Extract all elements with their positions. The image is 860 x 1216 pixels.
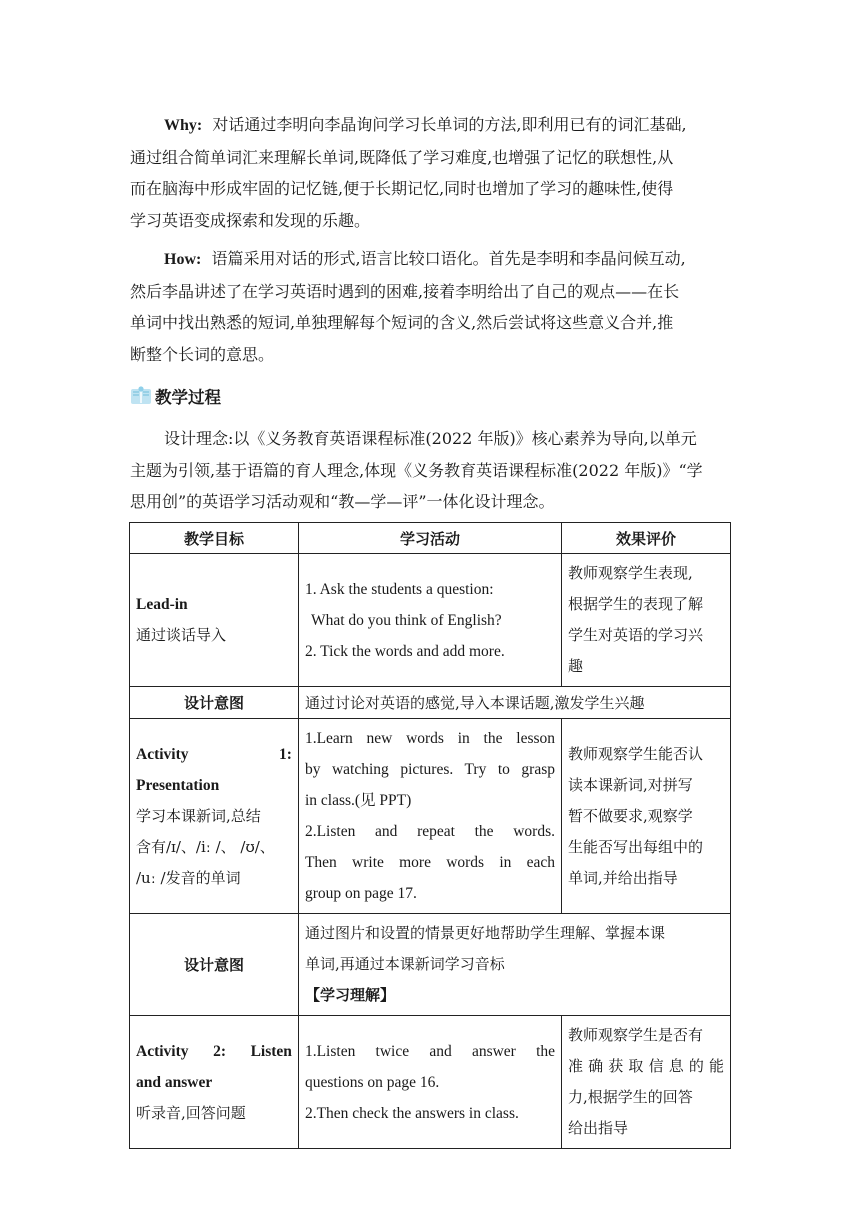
- goal-title-part: Activity: [136, 745, 189, 763]
- goal-title-part: 2:: [213, 1042, 227, 1060]
- goal-cell: [130, 1016, 299, 1149]
- why-line-4: 学习英语变成探索和发现的乐趣。: [130, 210, 371, 230]
- table-header-row: [130, 523, 731, 554]
- header-evaluation: 效果评价: [562, 523, 731, 554]
- activity-cell: [298, 554, 561, 687]
- why-label: Why:: [164, 117, 203, 134]
- goal-cell: [130, 554, 299, 687]
- why-paragraph: [130, 109, 730, 236]
- activity-line: by watching pictures. Try to grasp: [304, 761, 556, 778]
- evaluation-cell: [562, 1016, 731, 1149]
- evaluation-cell: [562, 554, 731, 687]
- evaluation-line: 读本课新词,对拼写: [568, 775, 693, 794]
- activity-line: 1. Ask the students a question:: [304, 580, 494, 598]
- activity-line: 2.Listen and repeat the words.: [304, 823, 556, 840]
- why-line-3: 而在脑海中形成牢固的记忆链,便于长期记忆,同时也增加了学习的趣味性,使得: [130, 179, 674, 198]
- activity-line: 1.Listen twice and answer the: [304, 1042, 556, 1060]
- how-line-4: 断整个长词的意思。: [130, 344, 275, 364]
- activity-line: 2.Then check the answers in class.: [304, 1104, 519, 1122]
- activity-line: questions on page 16.: [304, 1073, 440, 1091]
- goal-desc: 含有/ɪ/、/iː /、 /ʊ/、: [136, 837, 275, 856]
- section-heading: [130, 381, 221, 411]
- why-line-1: 对话通过李明向李晶询问学习长单词的方法,即利用已有的词汇基础,: [212, 115, 687, 134]
- evaluation-line: 教师观察学生表现,: [568, 564, 693, 582]
- activity-line: What do you think of English?: [310, 611, 502, 629]
- goal-title-part: Presentation: [136, 776, 220, 794]
- section-title: 教学过程: [155, 388, 221, 407]
- evaluation-line: 教师观察学生是否有: [568, 1026, 704, 1044]
- book-icon: [130, 386, 152, 406]
- evaluation-line: 根据学生的表现了解: [568, 595, 704, 613]
- goal-title: Lead-in: [136, 596, 188, 613]
- goal-desc: 学习本课新词,总结: [136, 806, 261, 825]
- evaluation-line: 给出指导: [568, 1119, 629, 1137]
- goal-title-part: and answer: [136, 1073, 213, 1091]
- header-goal: 教学目标: [130, 523, 299, 554]
- how-label: How:: [164, 251, 202, 268]
- activity-cell: [298, 1016, 561, 1149]
- evaluation-line: 教师观察学生能否认: [568, 744, 704, 763]
- intent-text: 通过讨论对英语的感觉,导入本课话题,激发学生兴趣: [298, 687, 730, 719]
- intent-cell: [298, 914, 730, 1016]
- goal-desc: 通过谈话导入: [136, 626, 227, 644]
- intent-label: 设计意图: [130, 914, 299, 1016]
- evaluation-line: 趣: [568, 657, 584, 675]
- activity-line: group on page 17.: [304, 885, 417, 902]
- intent-line: 单词,再通过本课新词学习音标: [304, 955, 505, 973]
- table-row: [130, 914, 731, 1016]
- how-line-2: 然后李晶讲述了在学习英语时遇到的困难,接着李明给出了自己的观点——在长: [130, 281, 680, 301]
- how-line-1: 语篇采用对话的形式,语言比较口语化。首先是李明和李晶问候互动,: [211, 249, 686, 268]
- evaluation-cell: [562, 719, 731, 914]
- activity-line: 1.Learn new words in the lesson: [304, 730, 556, 747]
- goal-title-part: Listen: [250, 1042, 292, 1060]
- evaluation-line: 力,根据学生的回答: [568, 1088, 693, 1106]
- evaluation-line: 单词,并给出指导: [568, 868, 678, 887]
- goal-desc: 听录音,回答问题: [136, 1103, 246, 1122]
- design-line-2: 主题为引领,基于语篇的育人理念,体现《义务教育英语课程标准(2022 年版)》“学: [130, 460, 703, 480]
- design-concept-paragraph: [130, 423, 730, 518]
- activity-cell: [298, 719, 561, 914]
- design-line-3: 思用创”的英语学习活动观和“教—学—评”一体化设计理念。: [130, 492, 555, 511]
- why-line-2: 通过组合简单词汇来理解长单词,既降低了学习难度,也增强了记忆的联想性,从: [130, 147, 674, 167]
- table-row: [130, 687, 731, 719]
- intent-label: 设计意图: [130, 687, 299, 719]
- activity-line: 2. Tick the words and add more.: [304, 642, 505, 660]
- intent-line: 通过图片和设置的情景更好地帮助学生理解、掌握本课: [304, 924, 665, 942]
- goal-desc: /uː /发音的单词: [136, 868, 241, 887]
- evaluation-line: 暂不做要求,观察学: [568, 806, 693, 825]
- activity-line: in class.(见 PPT): [304, 792, 412, 809]
- evaluation-line: 学生对英语的学习兴: [568, 626, 704, 644]
- evaluation-line: 生能否写出每组中的: [568, 837, 704, 856]
- teaching-process-table: [129, 522, 731, 1149]
- table-row: [130, 719, 731, 914]
- intent-tag: 【学习理解】: [304, 986, 395, 1004]
- how-line-3: 单词中找出熟悉的短词,单独理解每个短词的含义,然后尝试将这些意义合并,推: [130, 313, 674, 332]
- goal-title-part: 1:: [279, 745, 292, 763]
- design-line-1: 设计理念:以《义务教育英语课程标准(2022 年版)》核心素养为导向,以单元: [164, 429, 697, 448]
- evaluation-line: 准确获取信息的能: [568, 1057, 724, 1075]
- header-activity: 学习活动: [298, 523, 561, 554]
- goal-title-part: Activity: [136, 1042, 189, 1060]
- activity-line: Then write more words in each: [304, 854, 556, 871]
- table-row: [130, 554, 731, 687]
- goal-cell: [130, 719, 299, 914]
- table-row: [130, 1016, 731, 1149]
- how-paragraph: [130, 243, 730, 370]
